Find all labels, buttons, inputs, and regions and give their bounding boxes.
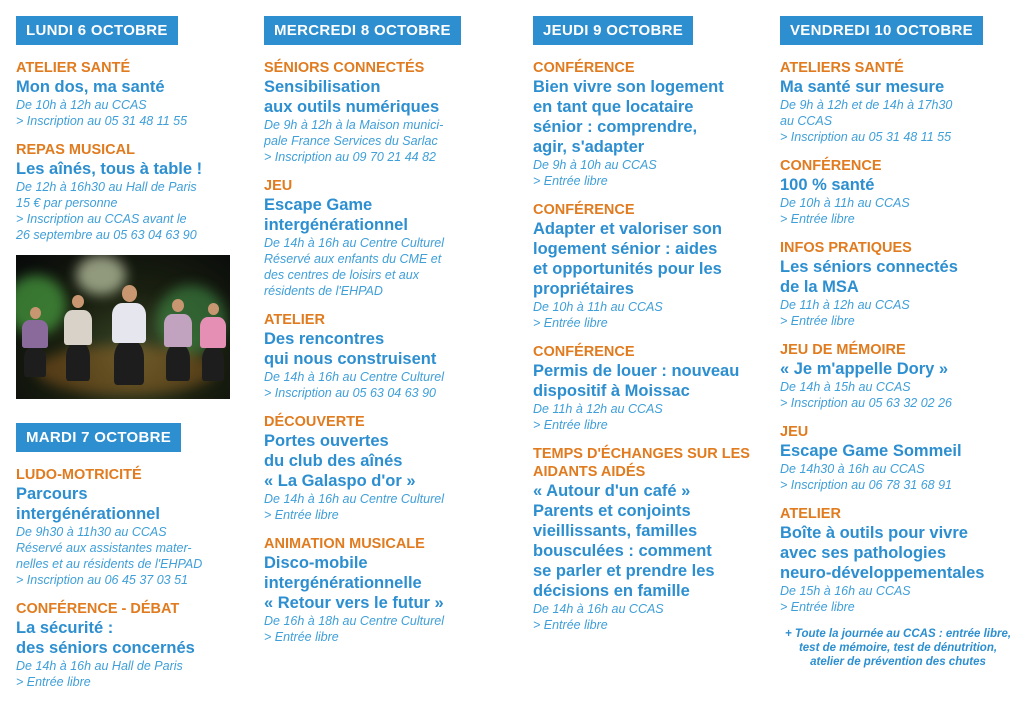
event-title-line: Escape Game	[264, 196, 373, 214]
day-section	[780, 16, 1016, 615]
event-category: CONFÉRENCE	[533, 202, 635, 218]
event-title-line: Permis de louer : nouveau	[533, 362, 740, 380]
event-title-line: avec ses pathologies	[780, 544, 946, 562]
event-title-line: logement sénior : aides	[533, 240, 718, 258]
event-detail-line: > Entrée libre	[264, 508, 339, 522]
event-category: DÉCOUVERTE	[264, 414, 365, 430]
footnote: + Toute la journée au CCAS : entrée libre, test de mémoire, test de dénutrition, atelier de prévention des chutes	[784, 628, 1012, 668]
event-item	[533, 59, 769, 189]
event-item	[264, 535, 494, 645]
event-title-line: Les aînés, tous à table !	[16, 160, 203, 178]
day-heading: MERCREDI 8 OCTOBRE	[264, 16, 461, 45]
event-title-line: en tant que locataire	[533, 98, 694, 116]
event-title-line: intergénérationnel	[264, 216, 408, 234]
concert-photo	[16, 255, 230, 399]
event-detail-line: résidents de l'EHPAD	[264, 284, 383, 298]
event-detail-line: De 14h à 16h au Centre Culturel	[264, 492, 444, 506]
event-detail-line: pale France Services du Sarlac	[264, 134, 438, 148]
event-detail-line: De 14h à 16h au Centre Culturel	[264, 236, 444, 250]
event-title-line: « Retour vers le futur »	[264, 594, 444, 612]
event-title-line: Parcours	[16, 485, 88, 503]
event-title-line: de la MSA	[780, 278, 859, 296]
event-title-line: du club des aînés	[264, 452, 403, 470]
event-detail-line: > Inscription au 09 70 21 44 82	[264, 150, 437, 164]
event-detail-line: De 9h à 10h au CCAS	[533, 158, 657, 172]
event-detail-line: des centres de loisirs et aux	[264, 268, 419, 282]
column-wednesday	[264, 16, 494, 657]
event-category: REPAS MUSICAL	[16, 142, 135, 158]
event-detail-line: nelles et au résidents de l'EHPAD	[16, 557, 203, 571]
event-title-line: Bien vivre son logement	[533, 78, 724, 96]
event-detail-line: 26 septembre au 05 63 04 63 90	[16, 228, 197, 242]
event-title-line: sénior : comprendre,	[533, 118, 698, 136]
event-item	[264, 311, 494, 401]
musician-head	[30, 307, 41, 319]
event-item	[533, 343, 769, 433]
event-category: CONFÉRENCE	[533, 60, 635, 76]
event-title-line: « Autour d'un café »	[533, 482, 691, 500]
event-detail-line: De 14h à 16h au Centre Culturel	[264, 370, 444, 384]
event-title-line: Boîte à outils pour vivre	[780, 524, 968, 542]
event-title-line: qui nous construisent	[264, 350, 437, 368]
event-detail-line: > Entrée libre	[16, 675, 91, 689]
event-title-line: intergénérationnelle	[264, 574, 422, 592]
event-category: JEU DE MÉMOIRE	[780, 342, 906, 358]
day-heading: VENDREDI 10 OCTOBRE	[780, 16, 983, 45]
event-item	[533, 445, 769, 633]
stage-light	[76, 255, 126, 295]
event-category: CONFÉRENCE - DÉBAT	[16, 601, 180, 617]
event-detail-line: De 15h à 16h au CCAS	[780, 584, 911, 598]
event-title-line: « Je m'appelle Dory »	[780, 360, 949, 378]
musician-figure	[166, 344, 190, 381]
event-detail-line: De 11h à 12h au CCAS	[533, 402, 663, 416]
event-item	[264, 177, 494, 299]
day-heading: MARDI 7 OCTOBRE	[16, 423, 181, 452]
event-item	[780, 157, 1016, 227]
event-item	[16, 59, 248, 129]
event-category: ATELIER	[264, 312, 325, 328]
day-section	[533, 16, 769, 633]
event-detail-line: > Inscription au 05 63 04 63 90	[264, 386, 437, 400]
event-title-line: des séniors concernés	[16, 639, 195, 657]
event-detail-line: De 9h30 à 11h30 au CCAS	[16, 525, 167, 539]
event-title-line: Des rencontres	[264, 330, 385, 348]
musician-shirt	[22, 320, 48, 348]
event-item	[264, 413, 494, 523]
event-detail-line: > Entrée libre	[780, 212, 855, 226]
event-detail-line: > Inscription au 05 31 48 11 55	[780, 130, 952, 144]
musician-shirt	[64, 310, 92, 344]
event-title-line: Portes ouvertes	[264, 432, 389, 450]
musician-head	[208, 303, 219, 315]
event-item	[533, 201, 769, 331]
event-title-line: se parler et prendre les	[533, 562, 715, 580]
event-title-line: 100 % santé	[780, 176, 875, 194]
event-title-line: Sensibilisation	[264, 78, 381, 96]
event-detail-line: > Inscription au 05 63 32 02 26	[780, 396, 953, 410]
event-detail-line: De 10h à 12h au CCAS	[16, 98, 147, 112]
event-title-line: neuro-développementales	[780, 564, 985, 582]
event-detail-line: > Entrée libre	[533, 418, 608, 432]
event-category: ATELIER SANTÉ	[16, 60, 131, 76]
event-title-line: Mon dos, ma santé	[16, 78, 165, 96]
event-detail-line: De 12h à 16h30 au Hall de Paris	[16, 180, 197, 194]
musician-head	[72, 295, 84, 308]
event-item	[16, 141, 248, 243]
event-item	[780, 423, 1016, 493]
event-title-line: décisions en famille	[533, 582, 690, 600]
event-title-line: agir, s'adapter	[533, 138, 645, 156]
event-title-line: « La Galaspo d'or »	[264, 472, 416, 490]
event-category: ATELIER	[780, 506, 841, 522]
musician-figure	[24, 346, 46, 378]
event-category: LUDO-MOTRICITÉ	[16, 467, 142, 483]
event-detail-line: > Entrée libre	[264, 630, 339, 644]
event-detail-line: > Entrée libre	[533, 316, 608, 330]
event-detail-line: > Inscription au 06 45 37 03 51	[16, 573, 189, 587]
event-detail-line: > Inscription au 06 78 31 68 91	[780, 478, 953, 492]
event-detail-line: Réservé aux enfants du CME et	[264, 252, 442, 266]
event-title-line: Disco-mobile	[264, 554, 368, 572]
event-detail-line: De 14h à 16h au Hall de Paris	[16, 659, 183, 673]
event-detail-line: De 14h à 15h au CCAS	[780, 380, 911, 394]
event-category: INFOS PRATIQUES	[780, 240, 912, 256]
event-category: TEMPS D'ÉCHANGES SUR LES AIDANTS AIDÉS	[533, 446, 750, 480]
event-category: SÉNIORS CONNECTÉS	[264, 60, 425, 76]
event-title-line: Les séniors connectés	[780, 258, 958, 276]
musician-shirt	[200, 317, 226, 348]
event-title-line: propriétaires	[533, 280, 634, 298]
day-section	[264, 16, 494, 645]
event-detail-line: De 14h à 16h au CCAS	[533, 602, 664, 616]
day-section	[16, 16, 248, 243]
event-title-line: et opportunités pour les	[533, 260, 722, 278]
musician-figure	[66, 342, 90, 381]
event-title-line: Parents et conjoints	[533, 502, 691, 520]
musician-shirt	[164, 314, 192, 347]
event-detail-line: De 9h à 12h et de 14h à 17h30	[780, 98, 953, 112]
event-detail-line: De 10h à 11h au CCAS	[533, 300, 663, 314]
event-category: JEU	[264, 178, 293, 194]
event-title-line: intergénérationnel	[16, 505, 160, 523]
event-item	[780, 505, 1016, 615]
column-monday-tuesday	[16, 16, 248, 702]
event-category: ATELIERS SANTÉ	[780, 60, 904, 76]
event-title-line: bousculées : comment	[533, 542, 712, 560]
event-item	[16, 600, 248, 690]
event-detail-line: > Entrée libre	[780, 600, 855, 614]
musician-figure	[114, 340, 144, 385]
event-item	[16, 466, 248, 588]
event-title-line: Ma santé sur mesure	[780, 78, 945, 96]
event-detail-line: De 9h à 12h à la Maison munici-	[264, 118, 444, 132]
event-category: ANIMATION MUSICALE	[264, 536, 425, 552]
musician-figure	[202, 346, 224, 381]
event-category: CONFÉRENCE	[780, 158, 882, 174]
event-title-line: Adapter et valoriser son	[533, 220, 722, 238]
event-detail-line: > Inscription au 05 31 48 11 55	[16, 114, 188, 128]
event-detail-line: De 10h à 11h au CCAS	[780, 196, 910, 210]
event-title-line: dispositif à Moissac	[533, 382, 690, 400]
event-detail-line: De 14h30 à 16h au CCAS	[780, 462, 925, 476]
event-item	[264, 59, 494, 165]
event-title-line: aux outils numériques	[264, 98, 440, 116]
event-detail-line: Réservé aux assistantes mater-	[16, 541, 192, 555]
event-item	[780, 341, 1016, 411]
event-detail-line: > Inscription au CCAS avant le	[16, 212, 187, 226]
event-detail-line: 15 € par personne	[16, 196, 118, 210]
event-category: CONFÉRENCE	[533, 344, 635, 360]
event-item	[780, 59, 1016, 145]
day-section	[16, 423, 248, 690]
event-category: JEU	[780, 424, 809, 440]
musician-shirt	[112, 303, 146, 343]
event-detail-line: > Entrée libre	[533, 618, 608, 632]
event-item	[780, 239, 1016, 329]
event-detail-line: > Entrée libre	[533, 174, 608, 188]
event-detail-line: De 11h à 12h au CCAS	[780, 298, 910, 312]
event-detail-line: De 16h à 18h au Centre Culturel	[264, 614, 444, 628]
column-thursday	[533, 16, 769, 645]
event-title-line: vieillissants, familles	[533, 522, 698, 540]
day-heading: JEUDI 9 OCTOBRE	[533, 16, 693, 45]
event-title-line: Escape Game Sommeil	[780, 442, 962, 460]
column-friday	[780, 16, 1016, 669]
musician-head	[122, 285, 137, 302]
event-detail-line: au CCAS	[780, 114, 833, 128]
day-heading: LUNDI 6 OCTOBRE	[16, 16, 178, 45]
event-title-line: La sécurité :	[16, 619, 114, 637]
event-detail-line: > Entrée libre	[780, 314, 855, 328]
